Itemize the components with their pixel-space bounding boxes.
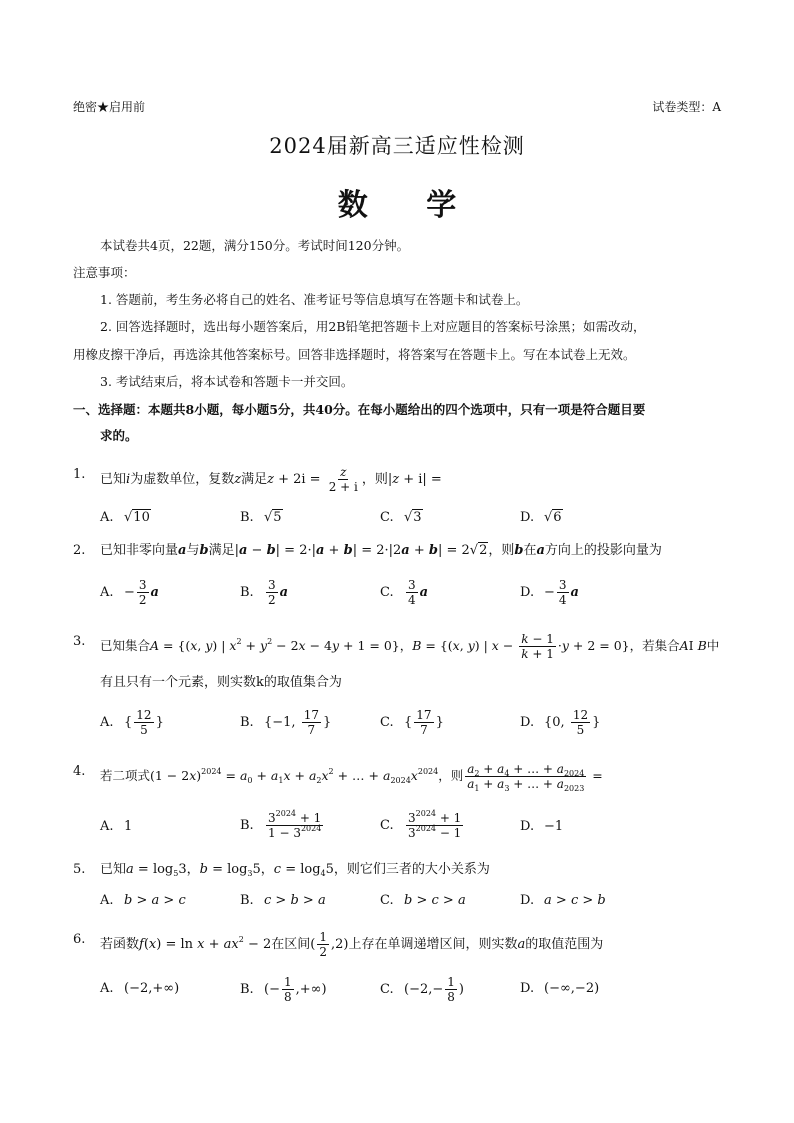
confidential-label: 绝密★启用前 (73, 100, 146, 114)
notice-item: 3. 考试结束后，将本试卷和答题卡一并交回。 (100, 374, 354, 389)
option-d[interactable]: D. √6 (520, 510, 562, 525)
subject-title: 数 学 (337, 188, 481, 223)
question-number: 2. (73, 543, 86, 558)
option-a[interactable]: A. √10 (100, 510, 150, 525)
option-c[interactable]: C. (−2,− $\frac{1}{8}$ ) (380, 975, 464, 1004)
question-3-cont: 有且只有一个元素，则实数k的取值集合为 (100, 675, 342, 690)
paper-type-label: 试卷类型：A (652, 100, 721, 114)
question-text: 已知$a = \log_53$，$b = \log_35$，$c = \log_45$，则它们三者的大小关系为 (100, 862, 490, 878)
notice-title: 注意事项： (73, 265, 136, 280)
option-b[interactable]: B. (− $\frac{1}{8}$ ,+∞) (240, 975, 327, 1004)
option-c[interactable]: C. b > c > a (380, 893, 466, 908)
option-b[interactable]: B. $\frac{3}{2}$ a (240, 578, 289, 607)
notice-item: 用橡皮擦干净后，再选涂其他答案标号。回答非选择题时，将答案写在答题卡上。写在本试卷上无效。 (73, 347, 636, 362)
option-a[interactable]: A. (−2,+∞) (100, 981, 180, 996)
option-c[interactable]: C. { $\frac{17}{7}$ } (380, 708, 444, 737)
question-number: 1. (73, 467, 86, 482)
section-desc-cont: 求的。 (100, 428, 138, 443)
option-b[interactable]: B. $\frac{3^{2024} + 1}{1 - 3^{2024}}$ (240, 809, 322, 840)
exam-title: 2024届新高三适应性检测 (269, 134, 525, 158)
intro-text: 本试卷共4页，22题，满分150分。考试时间120分钟。 (100, 238, 410, 253)
option-d[interactable]: D. (−∞,−2) (520, 981, 600, 996)
option-a[interactable]: A. − $\frac{3}{2}$ a (100, 578, 159, 607)
question-text: 若二项式$(1 - 2x)^{2024} = a_0 + a_1x + a_2x^2$ + … + $a_{2024}x^{2024}$，则 $\frac{a_2 + a_4 + \dots + a_{2024}}{a_1 + a_3 + \dots + a_{2023}}$ = (100, 762, 603, 793)
option-b[interactable]: B. √5 (240, 510, 282, 525)
option-a[interactable]: A. { $\frac{12}{5}$ } (100, 708, 164, 737)
option-d[interactable]: D. − $\frac{3}{4}$ a (520, 578, 579, 607)
section-heading (73, 401, 645, 419)
option-b[interactable]: B. c > b > a (240, 893, 326, 908)
notice-item: 2. 回答选择题时，选出每小题答案后，用2B铅笔把答题卡上对应题目的答案标号涂黑；如需改动， (100, 319, 646, 334)
question-text: 已知非零向量a与b满足|a − b| = 2·|a + b| = 2·|2a + b| = 2√2，则b在a方向上的投影向量为 (100, 543, 662, 558)
question-number: 5. (73, 862, 86, 877)
section-title: 一、选择题： (73, 402, 149, 417)
option-c[interactable]: C. √3 (380, 510, 422, 525)
option-a[interactable]: A. b > a > c (100, 893, 186, 908)
option-a[interactable]: A. 1 (100, 819, 133, 834)
notice-item: 1. 答题前，考生务必将自己的姓名、准考证号等信息填写在答题卡和试卷上。 (100, 292, 529, 307)
question-text: 已知集合A = {(x, y) | $x^2 + y^2 - 2x - 4y + 1 = 0$}，B = {(x, y) | x − $\frac{k - 1}{k + 1}$ ·y + 2 = 0}，若集合AI B中 (100, 632, 720, 661)
option-c[interactable]: C. $\frac{3}{4}$ a (380, 578, 429, 607)
question-number: 3. (73, 634, 86, 649)
question-text: 已知i为虚数单位，复数z满足z + 2i = $\frac{z}{2 + i}$ ，则|z + i| = (100, 465, 442, 494)
question-number: 4. (73, 764, 86, 779)
option-c[interactable]: C. $\frac{3^{2024} + 1}{3^{2024} - 1}$ (380, 809, 462, 840)
option-d[interactable]: D. a > c > b (520, 893, 606, 908)
option-d[interactable]: D. −1 (520, 819, 564, 834)
question-number: 6. (73, 932, 86, 947)
option-b[interactable]: B. {−1, $\frac{17}{7}$ } (240, 708, 332, 737)
section-desc: 本题共8小题，每小题5分，共40分。在每小题给出的四个选项中，只有一项是符合题目要 (148, 402, 646, 417)
option-d[interactable]: D. {0, $\frac{12}{5}$ } (520, 708, 601, 737)
question-text: 若函数$f(x) = \ln x + ax^2 - 2$在区间( $\frac{1}{2}$ ,2)上存在单调递增区间，则实数a的取值范围为 (100, 930, 604, 959)
